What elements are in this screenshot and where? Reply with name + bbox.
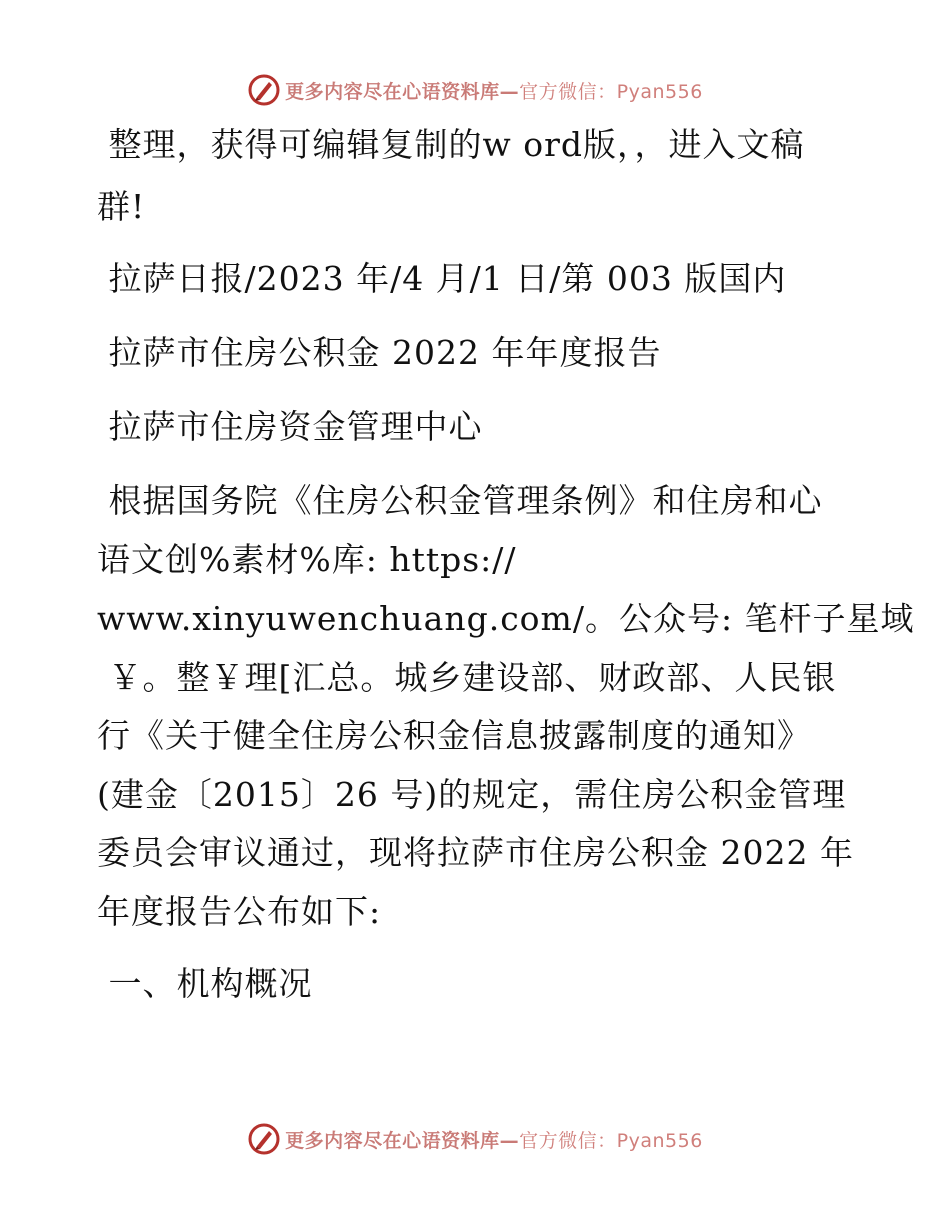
text-line: 根据国务院《住房公积金管理条例》和住房和心 — [97, 481, 823, 520]
text-line: 行《关于健全住房公积金信息披露制度的通知》 — [97, 716, 811, 755]
watermark-wechat: 官方微信：Pyan556 — [519, 80, 703, 103]
text-line: ￥。整￥理[汇总。城乡建设部、财政部、人民银 — [97, 658, 837, 697]
quill-pen-logo-icon — [247, 73, 281, 107]
text-line: 群! — [97, 187, 146, 226]
watermark-text: 更多内容尽在心语资料库— — [285, 1129, 520, 1152]
text-line: 整理，获得可编辑复制的w ord版，，进入文稿 — [97, 125, 805, 164]
section-heading: 一、机构概况 — [97, 964, 313, 1003]
header-watermark — [0, 70, 950, 110]
text-line: 委员会审议通过，现将拉萨市住房公积金 2022 年 — [97, 833, 854, 872]
text-line: 年度报告公布如下: — [97, 892, 382, 931]
text-line: (建金〔2015〕26 号)的规定，需住房公积金管理 — [97, 775, 847, 814]
watermark-text: 更多内容尽在心语资料库— — [285, 80, 520, 103]
footer-watermark — [0, 1119, 950, 1159]
text-line: 拉萨市住房资金管理中心 — [97, 407, 483, 446]
text-line: www.xinyuwenchuang.com/。公众号: 笔杆子星域 — [97, 599, 915, 638]
text-line: 拉萨市住房公积金 2022 年年度报告 — [97, 333, 662, 372]
watermark-wechat: 官方微信：Pyan556 — [519, 1129, 703, 1152]
quill-pen-logo-icon — [247, 1122, 281, 1156]
text-line: 语文创%素材%库: https:// — [97, 540, 517, 579]
text-line: 拉萨日报/2023 年/4 月/1 日/第 003 版国内 — [97, 259, 787, 298]
